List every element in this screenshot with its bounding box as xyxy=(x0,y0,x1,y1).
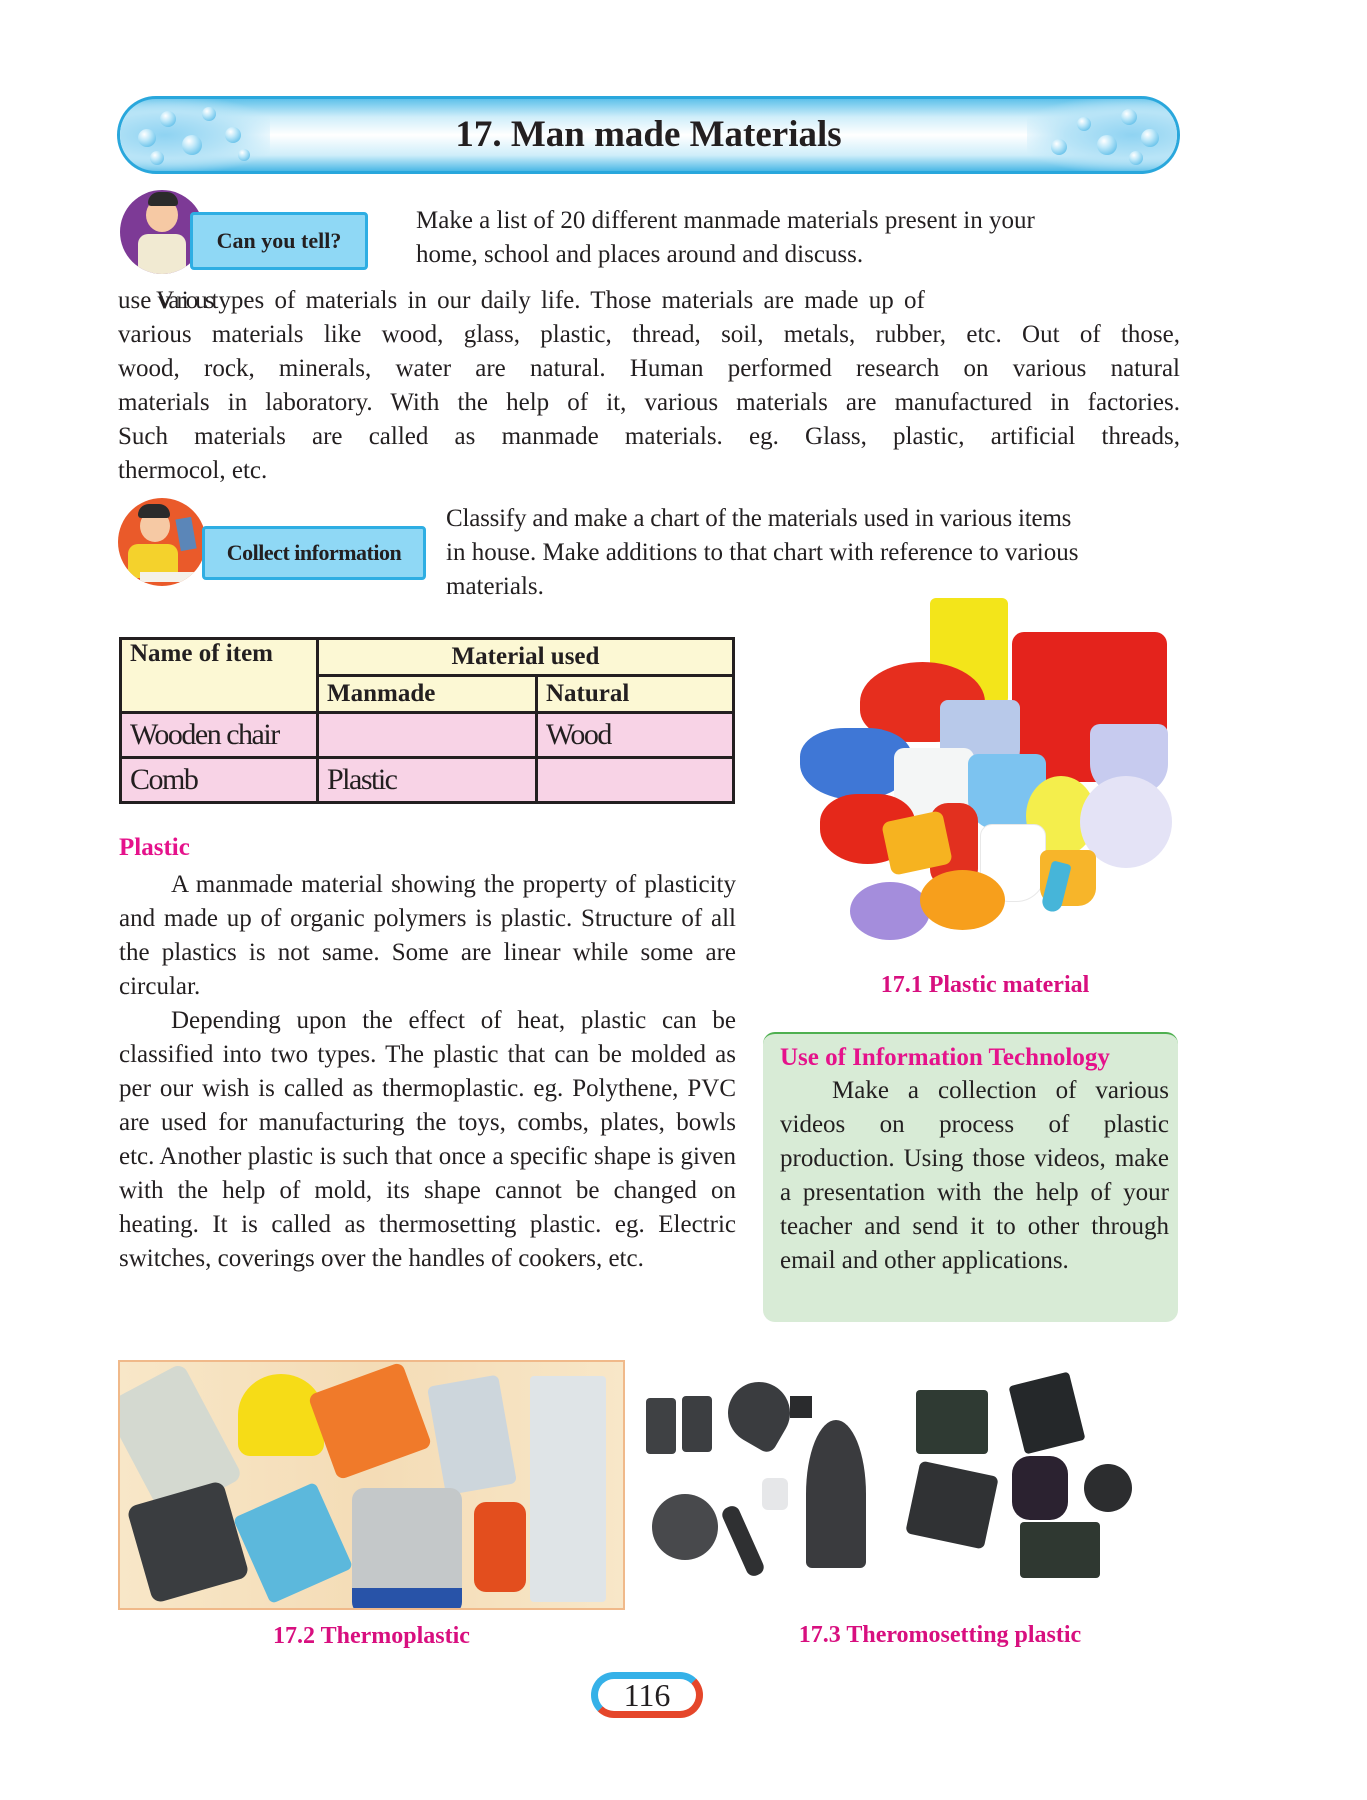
plastic-paragraph-1: A manmade material showing the property of plasticity and made up of organic polymers is plastic. Structure of all the plastics is not same. Some are linear while some are circular. xyxy=(119,871,736,1000)
intro-line-3: wood, rock, minerals, water are natural. Human performed research on various natural xyxy=(118,355,1180,382)
cell-manmade xyxy=(318,713,537,758)
collect-info-line-3: materials. xyxy=(446,573,544,600)
page-number: 116 xyxy=(623,1677,671,1713)
intro-line-1 xyxy=(118,284,1180,318)
cell-item: Comb xyxy=(121,758,318,803)
intro-line-4: materials in laboratory. With the help of it, various materials are manufactured in factories. xyxy=(118,389,1180,416)
table-row xyxy=(121,713,734,758)
cell-natural xyxy=(537,758,734,803)
collect-info-line-2: in house. Make additions to that chart with reference to various xyxy=(446,539,1079,566)
thermoplastic-photo xyxy=(118,1360,625,1610)
can-you-tell-label: Can you tell? xyxy=(190,212,368,270)
table-row xyxy=(121,758,734,803)
intro-line-6: thermocol, etc. xyxy=(118,457,268,484)
can-you-tell-text xyxy=(416,204,1176,272)
header-name-of-item: Name of item xyxy=(121,639,318,713)
figure-17-2-caption: 17.2 Thermoplastic xyxy=(273,1623,470,1649)
page-title: 17. Man made Materials xyxy=(455,114,842,155)
can-you-tell-line-1: Make a list of 20 different manmade materials present in your xyxy=(416,207,1035,234)
intro-rest: types of materials in our daily life. Those materials are made up of xyxy=(211,287,925,314)
it-box-heading: Use of Information Technology xyxy=(780,1044,1110,1071)
plastic-material-photo xyxy=(790,598,1180,948)
intro-paragraph xyxy=(118,284,1180,488)
intro-line-5: Such materials are called as manmade materials. eg. Glass, plastic, artificial threads, xyxy=(118,423,1180,450)
boy-reading-icon xyxy=(118,498,206,586)
collect-info-badge xyxy=(118,496,428,586)
collect-info-text xyxy=(446,502,1178,604)
figure-17-1-caption: 17.1 Plastic material xyxy=(880,972,1090,998)
collect-info-line-1: Classify and make a chart of the materials used in various items xyxy=(446,505,1072,532)
it-box-body: Make a collection of various videos on process of plastic production. Using those videos, make a presentation with the help of your teacher and send it to other through email and other applications. xyxy=(780,1077,1169,1274)
page-number-badge xyxy=(591,1672,703,1718)
can-you-tell-line-2: home, school and places around and discuss. xyxy=(416,241,864,268)
chapter-banner xyxy=(117,96,1180,174)
plastic-heading: Plastic xyxy=(119,834,190,861)
intro-overlap-b: Various xyxy=(156,287,212,314)
plastic-paragraph-2: Depending upon the effect of heat, plastic can be classified into two types. The plastic that can be molded as per our wish is called as thermoplastic. eg. Polythene, PVC are used for manufacturing the toys, combs, plates, bowls etc. Another plastic is such that once a specific shape is given with the help of mold, its shape cannot be changed on heating. It is called as thermosetting plastic. eg. Electric switches, coverings over the handles of cookers, etc. xyxy=(119,1007,736,1272)
collect-info-label: Collect information xyxy=(202,526,426,580)
cell-manmade: Plastic xyxy=(318,758,537,803)
thermosetting-photo xyxy=(640,1360,1180,1610)
intro-line-2: various materials like wood, glass, plastic, thread, soil, metals, rubber, etc. Out of those, xyxy=(118,321,1180,348)
cell-natural: Wood xyxy=(537,713,734,758)
cell-item: Wooden chair xyxy=(121,713,318,758)
intro-overlap-a: use v xyxy=(118,287,171,314)
can-you-tell-badge xyxy=(120,188,370,272)
header-manmade: Manmade xyxy=(318,676,537,713)
materials-table xyxy=(119,637,735,804)
it-info-box xyxy=(763,1032,1178,1322)
figure-17-3-caption: 17.3 Theromosetting plastic xyxy=(798,1622,1082,1648)
header-material-used: Material used xyxy=(318,639,734,676)
header-natural: Natural xyxy=(537,676,734,713)
